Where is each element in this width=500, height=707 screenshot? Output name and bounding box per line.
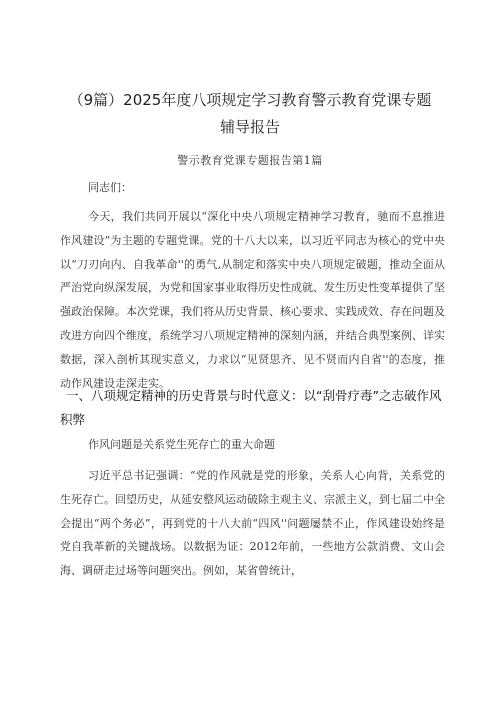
section-heading-1: 一、八项规定精神的历史背景与时代意义：以“刮骨疗毒”之志破作风积弊 <box>60 388 442 427</box>
greeting: 同志们： <box>88 181 132 194</box>
paragraph-section-1: 习近平总书记强调：“党的作风就是党的形象，关系人心向背，关系党的生死存亡。回望历史，从延安整风运动破除主观主义、宗派主义，到七届二中全会提出“两个务必”，再到党的十八大前“四风''问题屡禁不止，作风建设始终是党自我革新的关键战场。以数据为证：2012年前，一些地方公款消费、文山会海、调研走过场等问题突出。例如，某省曾统计， <box>60 469 445 578</box>
document-title-line2: 辅导报告 <box>219 118 280 136</box>
document-subtitle: 警示教育党课专题报告第1篇 <box>177 154 323 167</box>
paragraph-intro: 今天，我们共同开展以“深化中央八项规定精神学习教育，驰而不息推进作风建设”为主题的专题党课。党的十八大以来，以习近平同志为核心的党中央以“刀刃向内、自我革命''的勇气,从制定和落实中央八项规定破题，推动全面从严治党向纵深发展，为党和国家事业取得历史性成就、发生历史性变革提供了坚强政治保障。本次党课，我们将从历史背景、核心要求、实践成效、存在问题及改进方向四个维度，系统学习八项规定精神的深刻内涵，并结合典型案例、详实数据，深入剖析其现实意义，力求以“见贤思齐、见不贤而内自省''的态度，推动作风建设走深走实。 <box>60 210 445 390</box>
document-title-line1: （9篇）2025年度八项规定学习教育警示教育党课专题 <box>68 91 432 109</box>
section-subheading-1: 作风问题是关系党生死存亡的重大命题 <box>88 438 275 451</box>
